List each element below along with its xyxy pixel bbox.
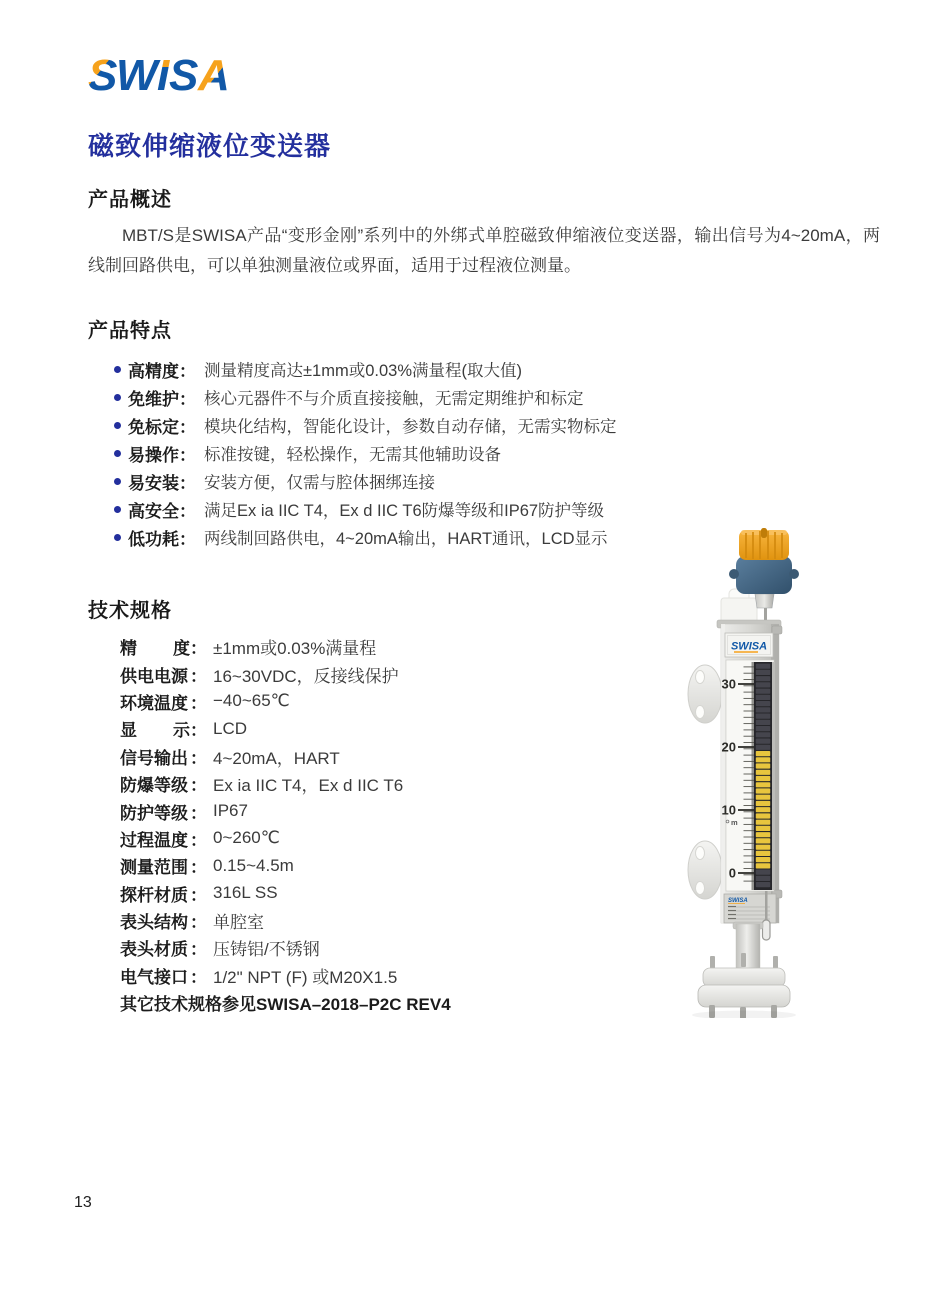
logo-letter-s2: S [169, 51, 199, 100]
bullet-dot-icon [114, 478, 121, 485]
spec-label: 表头结构 [120, 913, 188, 933]
specs-list [88, 633, 608, 1016]
feature-desc: 核心元器件不与介质直接接触，无需定期维护和标定 [204, 390, 584, 408]
spec-row: 环境温度 ： −40~65℃ [88, 688, 608, 715]
feature-item [88, 495, 648, 523]
spec-row: 供电电源 ： 16~30VDC，反接线保护 [88, 660, 608, 687]
bottom-flange-assembly [692, 922, 796, 1018]
feature-label: 免维护： [128, 389, 196, 409]
feature-item [88, 355, 648, 383]
nameplate-brand-text: SWISA [728, 898, 748, 904]
spec-label: 过程温度 [120, 830, 188, 850]
logo-letter-a: A [198, 51, 230, 100]
bullet-dot-icon [114, 394, 121, 401]
spec-label: 电气接口 [120, 967, 188, 987]
page-title: 磁致伸缩液位变送器 [88, 131, 332, 161]
spec-row: 信号输出 ： 4~20mA，HART [88, 743, 608, 770]
feature-item [88, 523, 648, 551]
spec-row: 显示 ： LCD [88, 715, 608, 742]
feature-item [88, 383, 648, 411]
feature-desc: 满足Ex ia IIC T4，Ex d IIC T6防爆等级和IP67防护等级 [204, 502, 605, 520]
spec-label: 环境温度 [120, 693, 188, 713]
features-list [88, 355, 648, 551]
lower-side-flange [688, 841, 725, 899]
spec-label: 信号输出 [120, 748, 188, 768]
bullet-dot-icon [114, 422, 121, 429]
feature-desc: 两线制回路供电，4~20mA输出，HART通讯，LCD显示 [204, 530, 608, 548]
spec-row: 探杆材质 ： 316L SS [88, 880, 608, 907]
bullet-dot-icon [114, 534, 121, 541]
feature-label: 免标定： [128, 417, 196, 437]
feature-desc: 模块化结构，智能化设计，参数自动存储，无需实物标定 [204, 418, 617, 436]
spec-value: −40~65℃ [213, 691, 290, 711]
spec-value: 单腔室 [213, 913, 264, 933]
page-number: 13 [74, 1194, 92, 1211]
overview-body: MBT/S是SWISA产品“变形金刚”系列中的外绑式单腔磁致伸缩液位变送器，输出信号为4~20mA，两线制回路供电，可以单独测量液位或界面，适用于过程液位测量。 [88, 226, 880, 275]
spec-row: 表头材质 ： 压铸铝/不锈钢 [88, 934, 608, 961]
feature-desc: 安装方便，仅需与腔体捆绑连接 [204, 474, 435, 492]
feature-item [88, 467, 648, 495]
feature-label: 低功耗： [128, 529, 196, 549]
scale-tick-30: 30 [721, 676, 736, 692]
scale-tick-20: 20 [721, 739, 736, 755]
brand-plate-text: SWISA [730, 640, 768, 653]
product-photo [655, 516, 905, 1018]
overview-heading: 产品概述 [88, 189, 172, 211]
spec-row: 电气接口 ： 1/2" NPT (F) 或M20X1.5 [88, 962, 608, 989]
brand-plate [725, 633, 773, 657]
spec-value: Ex ia IIC T4，Ex d IIC T6 [213, 776, 404, 796]
spec-row: 测量范围 ： 0.15~4.5m [88, 852, 608, 879]
bullet-dot-icon [114, 450, 121, 457]
spec-value: 316L SS [213, 883, 278, 903]
specs-heading: 技术规格 [88, 600, 172, 622]
feature-desc: 标准按键，轻松操作，无需其他辅助设备 [204, 446, 501, 464]
upper-side-flange [688, 665, 725, 723]
logo-letter-s1: S [88, 51, 118, 100]
gauge-column [717, 620, 782, 923]
logo-letter-i: I [157, 51, 170, 100]
feature-label: 高精度： [128, 361, 196, 381]
specs-footnote: 其它技术规格参见SWISA–2018–P2C REV4 [120, 995, 451, 1015]
logo-letter-w: W [116, 51, 158, 100]
spec-value: 0~260℃ [213, 828, 280, 848]
features-heading: 产品特点 [88, 320, 172, 342]
feature-label: 易操作： [128, 445, 196, 465]
scale-tick-0: 0 [728, 865, 736, 881]
nameplate [724, 894, 776, 923]
spec-value: LCD [213, 718, 248, 738]
spec-label: 防护等级 [120, 803, 188, 823]
scale-unit: m [731, 818, 738, 827]
swisa-logo-icon [86, 48, 256, 102]
spec-label: 精度 [120, 639, 190, 659]
spec-value: ±1mm或0.03%满量程 [213, 639, 377, 659]
spec-row: 防爆等级 ： Ex ia IIC T4，Ex d IIC T6 [88, 770, 608, 797]
spec-row: 精度 ： ±1mm或0.03%满量程 [88, 633, 608, 660]
spec-value: IP67 [213, 801, 248, 821]
bullet-dot-icon [114, 506, 121, 513]
spec-row: 过程温度 ： 0~260℃ [88, 825, 608, 852]
bullet-dot-icon [114, 366, 121, 373]
spec-value: 1/2" NPT (F) 或M20X1.5 [213, 967, 398, 987]
spec-value: 4~20mA，HART [213, 748, 340, 768]
level-transmitter-illustration [655, 516, 905, 1018]
spec-value: 16~30VDC，反接线保护 [213, 666, 399, 686]
spec-row: 表头结构 ： 单腔室 [88, 907, 608, 934]
spec-value: 0.15~4.5m [213, 855, 294, 875]
feature-label: 高安全： [128, 501, 196, 521]
spec-label: 供电电源 [120, 666, 188, 686]
feature-item [88, 439, 648, 467]
spec-label: 探杆材质 [120, 885, 188, 905]
scale-tick-10: 10 [721, 802, 736, 818]
level-scale [722, 660, 775, 891]
spec-label: 表头材质 [120, 940, 188, 960]
spec-row: 防护等级 ： IP67 [88, 797, 608, 824]
feature-item [88, 411, 648, 439]
feature-label: 易安装： [128, 473, 196, 493]
spec-label: 测量范围 [120, 858, 188, 878]
feature-desc: 测量精度高达±1mm或0.03%满量程(取大值) [204, 362, 522, 380]
orange-cap [739, 528, 789, 560]
swisa-logo [86, 48, 256, 107]
spec-value: 压铸铝/不锈钢 [213, 940, 320, 960]
spec-label: 显示 [120, 721, 190, 741]
spec-label: 防爆等级 [120, 776, 188, 796]
